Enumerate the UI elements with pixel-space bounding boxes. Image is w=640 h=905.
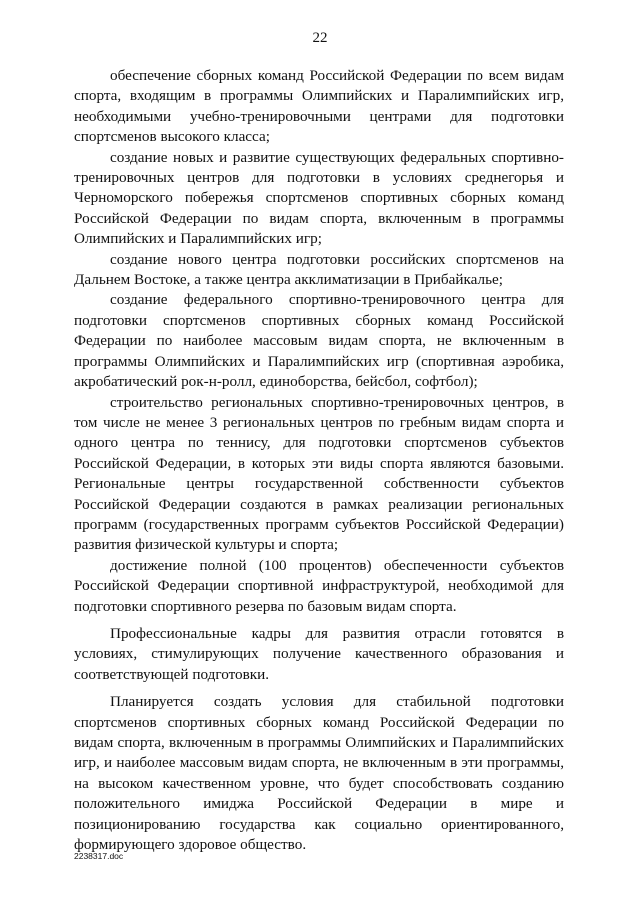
page-number: 22 <box>312 30 328 46</box>
paragraph-4: создание федерального спортивно-тренировочного центра для подготовки спортсменов спортивных сборных команд Российской Федерации по наиболее массовым видам спорта, не включенным в программы Олимпийских и Паралимпийских игр (спортивная аэробика, акробатический рок-н-ролл, единоборства, бейсбол, софтбол); <box>74 291 564 391</box>
paragraph-6: достижение полной (100 процентов) обеспеченности субъектов Российской Федерации спортивной инфраструктурой, необходимой для подготовки спортивного резерва по базовым видам спорта. <box>74 556 564 615</box>
paragraph-1: обеспечение сборных команд Российской Федерации по всем видам спорта, входящим в программы Олимпийских и Паралимпийских игр, необходимыми учебно-тренировочными центрами для подготовки спортсменов высокого класса; <box>74 67 564 146</box>
document-body <box>74 66 564 855</box>
paragraph-2: создание новых и развитие существующих федеральных спортивно-тренировочных центров для подготовки в условиях среднегорья и Черноморского побережья спортсменов спортивных сборных команд Российской Федерации по видам спорта, включенным в программы Олимпийских и Паралимпийских игр; <box>74 148 564 248</box>
paragraph-5: строительство региональных спортивно-тренировочных центров, в том числе не менее 3 региональных центров по гребным видам спорта и одного центра по теннису, для подготовки спортсменов субъектов Российской Федерации, в которых эти виды спорта являются базовыми. Региональные центры государственной собственности субъектов Российской Федерации создаются в рамках реализации региональных программ (государственных программ субъектов Российской Федерации) развития физической культуры и спорта; <box>74 393 564 554</box>
paragraph-7: Профессиональные кадры для развития отрасли готовятся в условиях, стимулирующих получение качественного образования и соответствующей подготовки. <box>74 624 564 683</box>
document-footer: 2238317.doc <box>74 851 124 861</box>
paragraph-8: Планируется создать условия для стабильной подготовки спортсменов спортивных сборных команд Российской Федерации по видам спорта, включенным в программы Олимпийских и Паралимпийских игр, и наиболее массовым видам спорта, не включенным в эти программы, на высоком качественном уровне, что будет способствовать созданию положительного имиджа Российской Федерации в мире и позиционированию государства как социально ориентированного, формирующего здоровое общество. <box>74 693 564 854</box>
paragraph-3: создание нового центра подготовки российских спортсменов на Дальнем Востоке, а также центра акклиматизации в Прибайкалье; <box>74 250 564 289</box>
